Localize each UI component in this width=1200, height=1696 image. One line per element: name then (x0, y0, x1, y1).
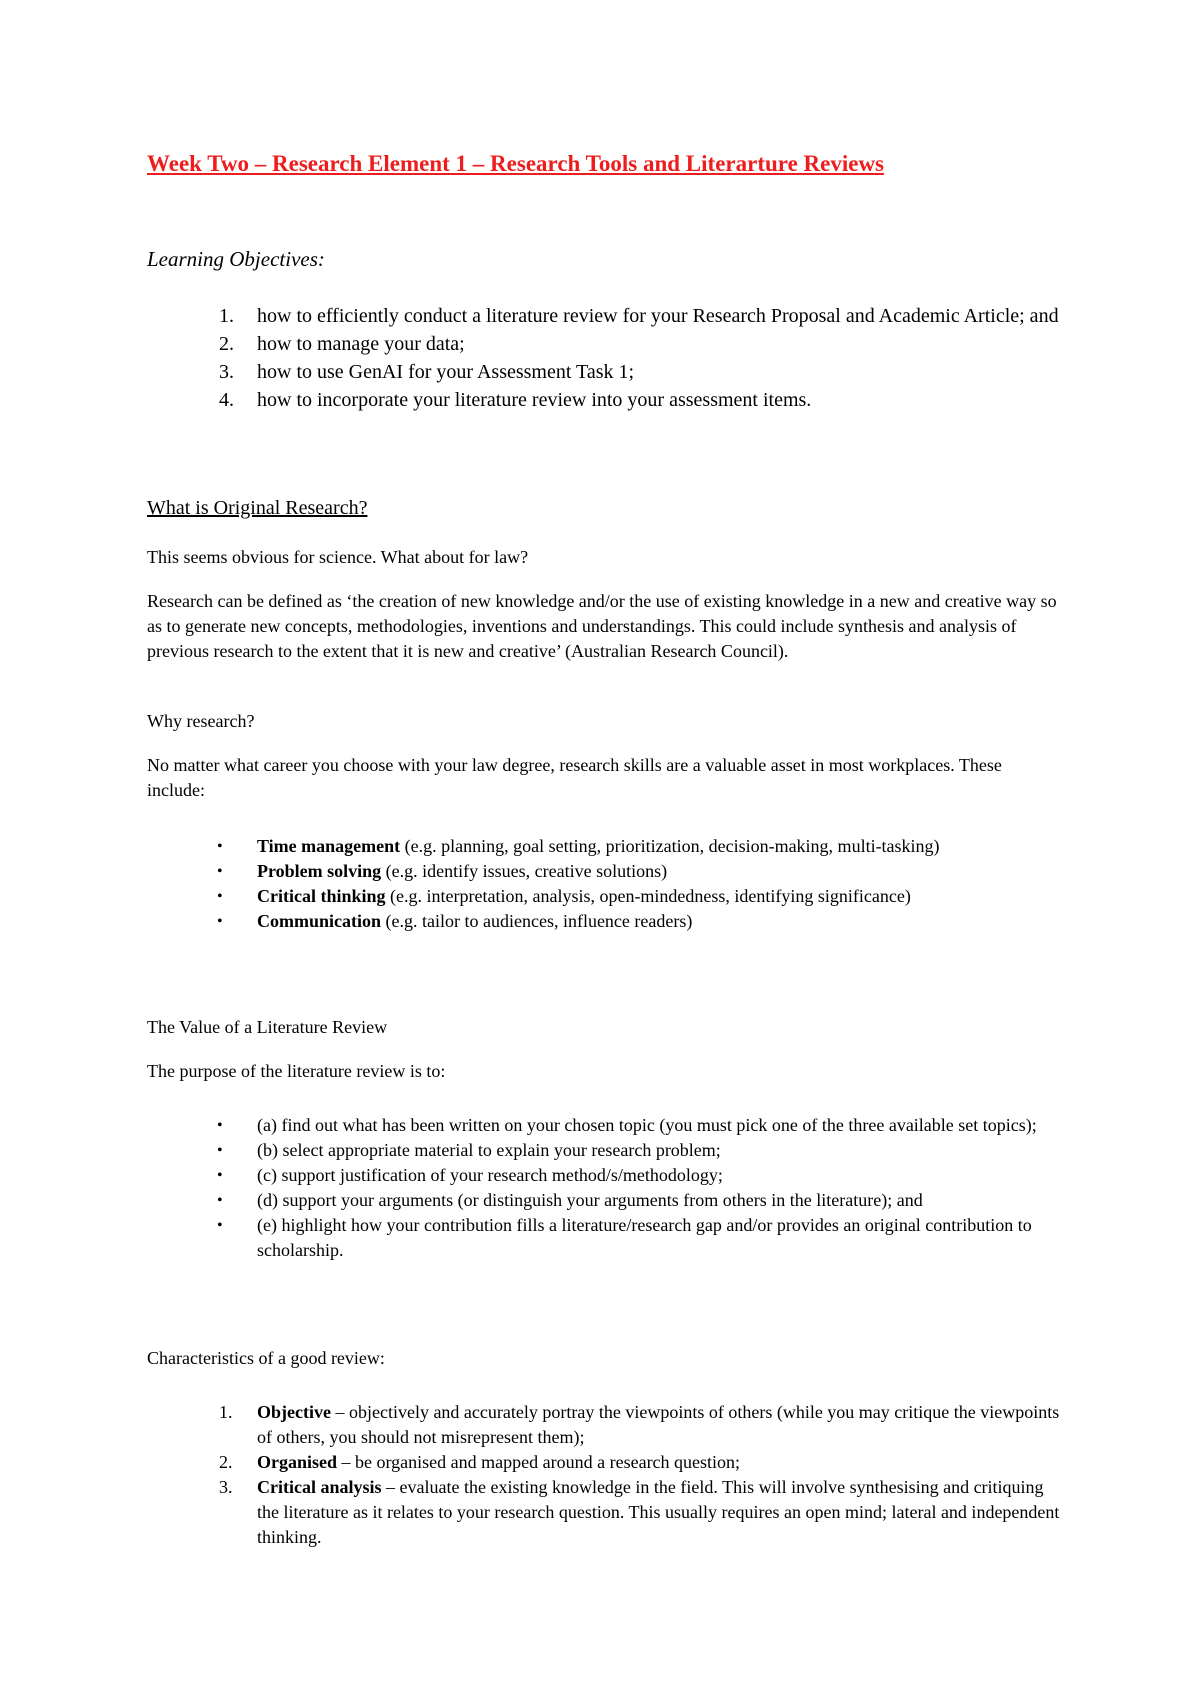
list-item: 3. Critical analysis – evaluate the existing knowledge in the field. This will involve synthesising and critiquing the literature as it relates to your research question. This usually requires an open mind; lateral and independent thinking. (219, 1477, 1060, 1547)
objectives-list (147, 302, 1067, 414)
list-item: 2. Organised – be organised and mapped around a research question; (219, 1452, 741, 1472)
list-item: 3. how to use GenAI for your Assessment Task 1; (219, 361, 635, 383)
paragraph: The purpose of the literature review is to: (147, 1061, 446, 1081)
list-item: 1. how to efficiently conduct a literature review for your Research Proposal and Academic Article; and (219, 305, 1059, 327)
purposes-list (147, 1113, 1067, 1263)
list-item: 4. how to incorporate your literature review into your assessment items. (219, 389, 812, 411)
list-item: • Time management (e.g. planning, goal setting, prioritization, decision-making, multi-tasking) (217, 836, 940, 856)
page-title: Week Two – Research Element 1 – Research Tools and Literarture Reviews (147, 151, 884, 176)
list-item: • (d) support your arguments (or distinguish your arguments from others in the literature); and (217, 1190, 923, 1210)
list-item: • Critical thinking (e.g. interpretation, analysis, open-mindedness, identifying significance) (217, 886, 911, 906)
learning-objectives-label: Learning Objectives: (147, 247, 325, 271)
list-item: 1. Objective – objectively and accurately portray the viewpoints of others (while you may critique the viewpoints of others, you should not misrepresent them); (219, 1402, 1060, 1447)
paragraph: No matter what career you choose with your law degree, research skills are a valuable asset in most workplaces. These include: (147, 755, 1002, 800)
paragraph: This seems obvious for science. What about for law? (147, 547, 529, 567)
paragraph: Characteristics of a good review: (147, 1348, 385, 1368)
paragraph: Why research? (147, 711, 255, 731)
list-item: • Communication (e.g. tailor to audiences, influence readers) (217, 911, 693, 931)
list-item: • (a) find out what has been written on your chosen topic (you must pick one of the three available set topics); (217, 1115, 1037, 1135)
paragraph: Research can be defined as ‘the creation of new knowledge and/or the use of existing knowledge in a new and creative way so as to generate new concepts, methodologies, inventions and understandings. This could include synthesis and analysis of previous research to the extent that it is new and creative’ (Australian Research Council). (147, 591, 1057, 661)
skills-list (147, 834, 1067, 934)
characteristics-list (147, 1400, 1067, 1550)
list-item: • (e) highlight how your contribution fills a literature/research gap and/or provides an original contribution to scholarship. (217, 1215, 1032, 1260)
section-heading-original-research: What is Original Research? (147, 497, 368, 519)
list-item: • (b) select appropriate material to explain your research problem; (217, 1140, 721, 1160)
list-item: • (c) support justification of your research method/s/methodology; (217, 1165, 723, 1185)
list-item: • Problem solving (e.g. identify issues, creative solutions) (217, 861, 668, 881)
list-item: 2. how to manage your data; (219, 333, 465, 355)
section-heading-literature-review: The Value of a Literature Review (147, 1017, 388, 1037)
